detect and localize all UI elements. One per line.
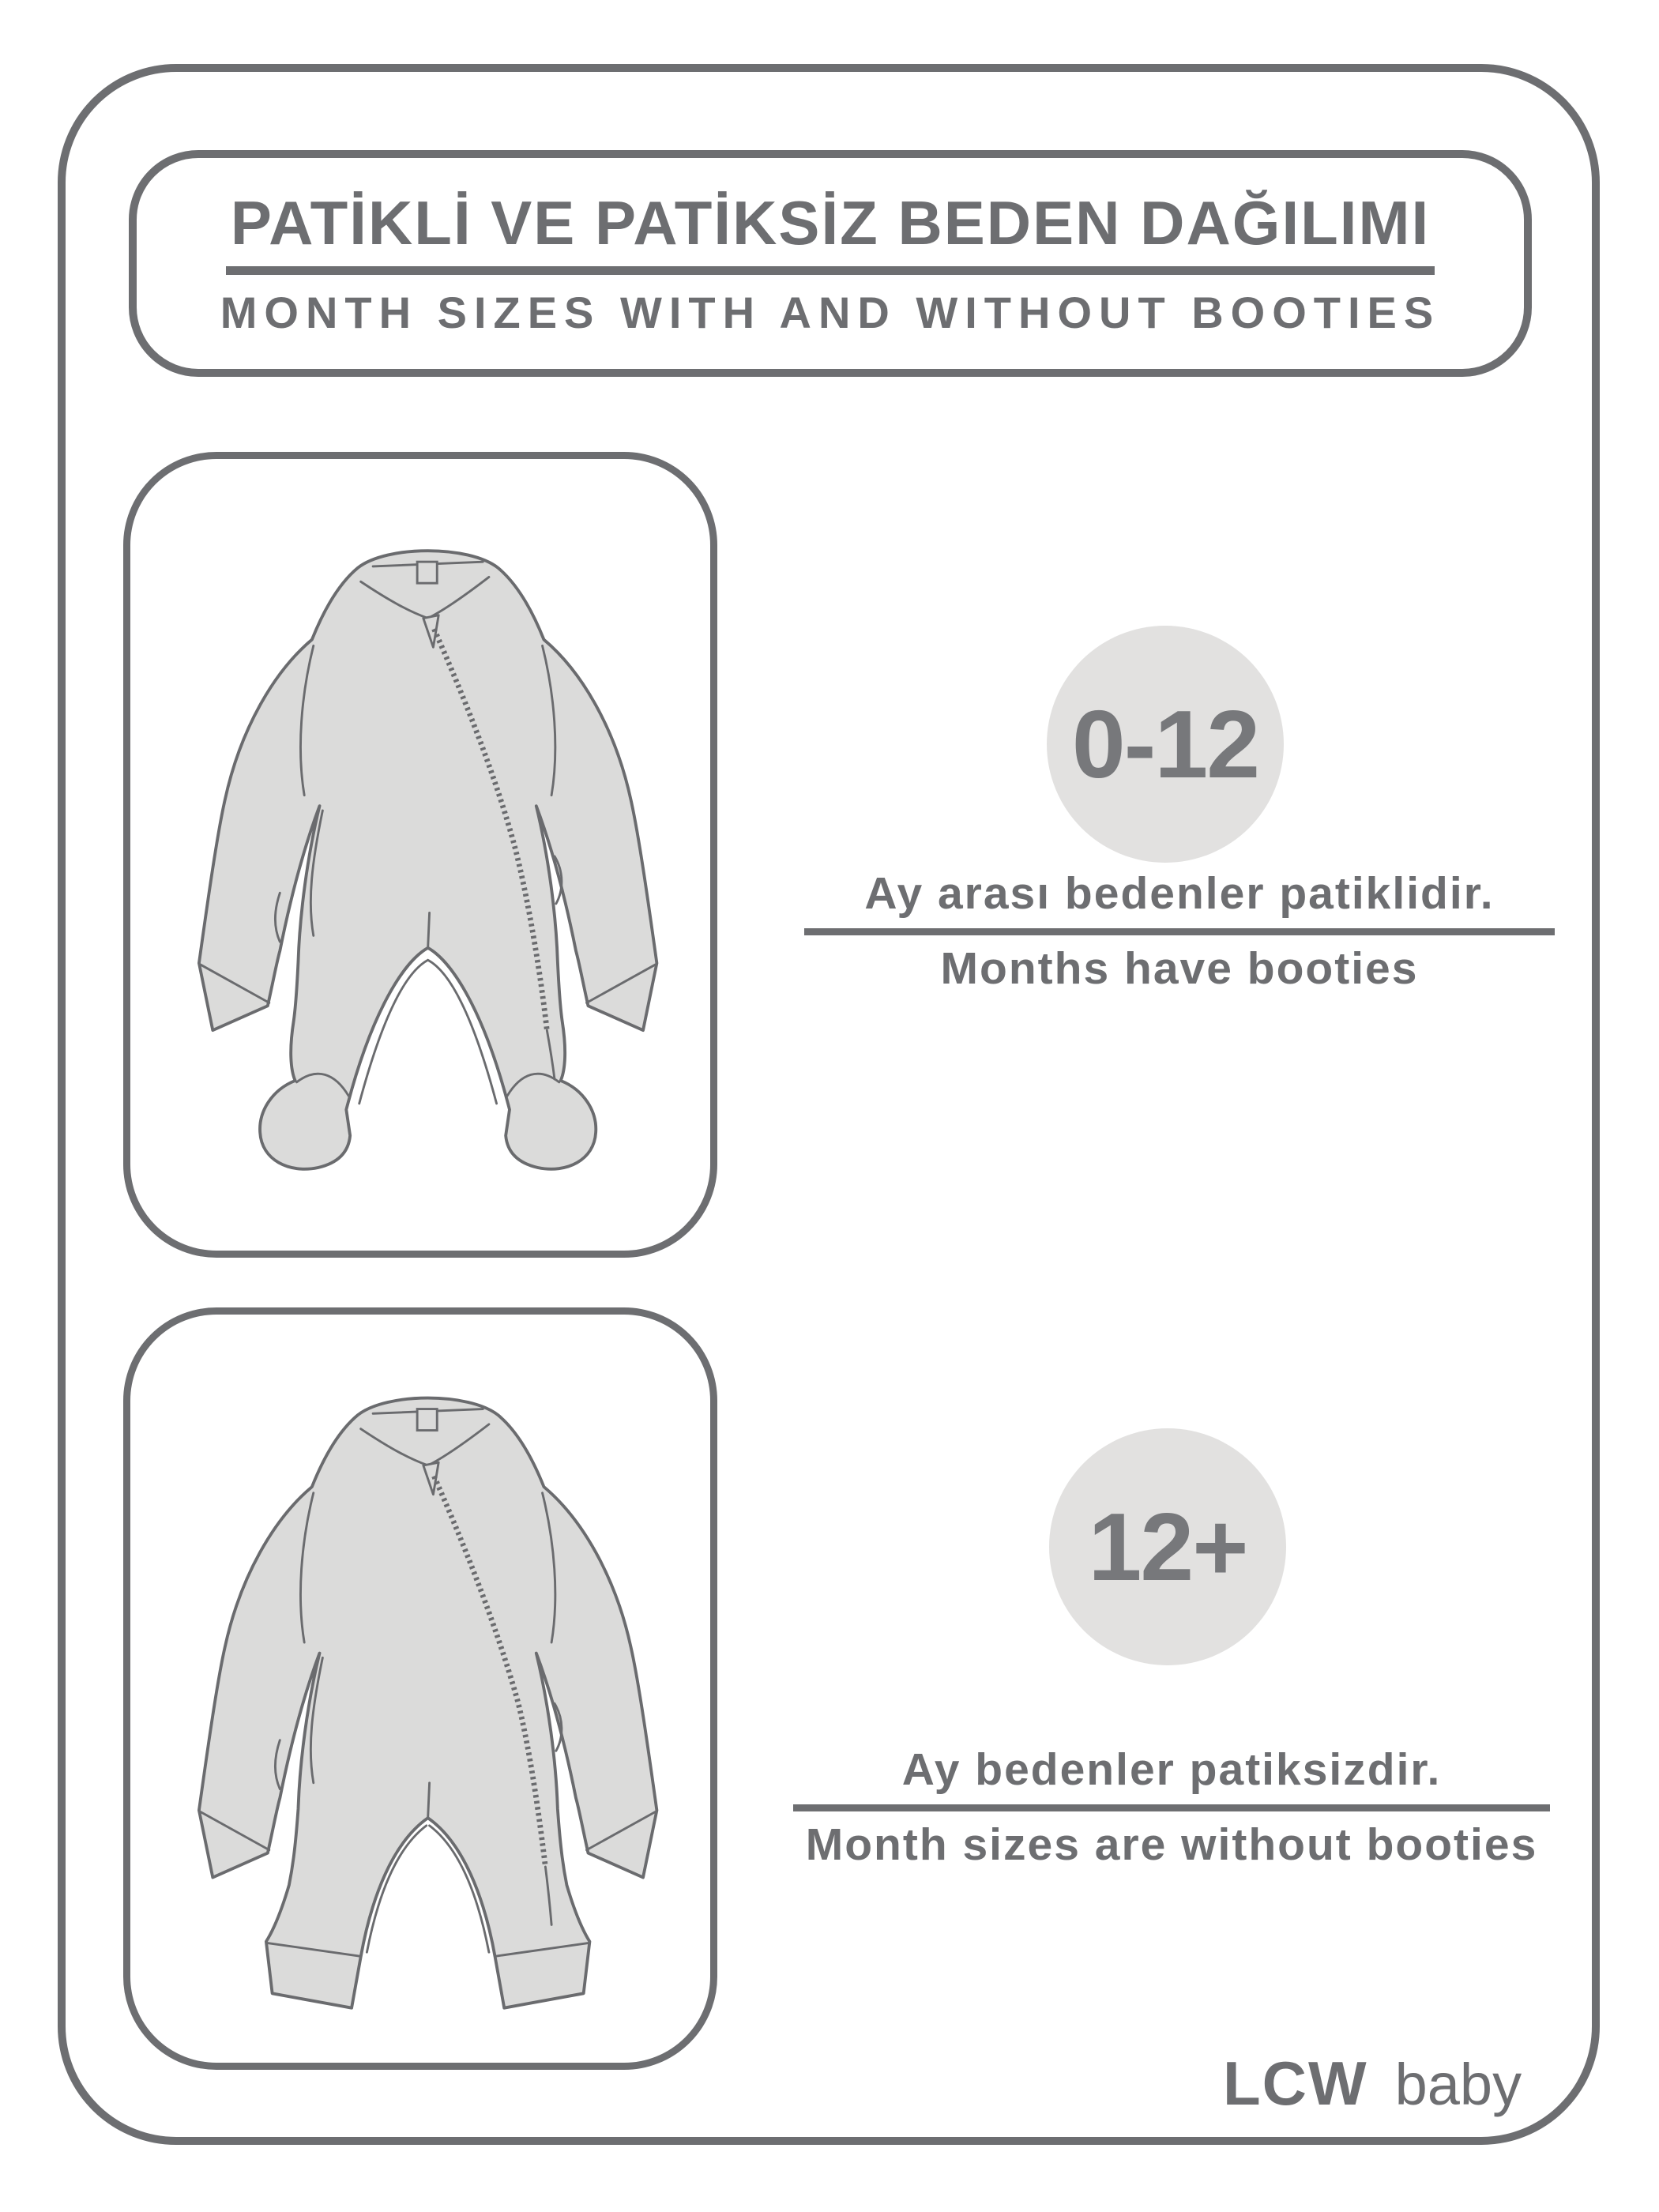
title-box xyxy=(129,150,1532,377)
brand-logo xyxy=(1223,2048,1522,2118)
brand-logo-lcw: LCW xyxy=(1223,2048,1368,2118)
illustration-panel-12plus xyxy=(123,1307,717,2070)
info-block-0-12 xyxy=(804,868,1555,994)
info-12plus-english: Month sizes are without booties xyxy=(805,1819,1538,1870)
page-title-english: MONTH SIZES WITH AND WITHOUT BOOTIES xyxy=(220,288,1441,337)
info-12plus-turkish: Ay bedenler patiksizdir. xyxy=(901,1744,1442,1795)
age-badge-0-12-label: 0-12 xyxy=(1071,690,1259,798)
divider-rule xyxy=(804,928,1555,935)
baby-sleepsuit-without-booties-icon xyxy=(130,1315,710,2063)
baby-sleepsuit-with-booties-icon xyxy=(130,459,710,1251)
age-badge-0-12 xyxy=(1047,626,1284,863)
info-0-12-english: Months have booties xyxy=(940,943,1419,994)
info-0-12-turkish: Ay arası bedenler patiklidir. xyxy=(864,868,1495,919)
divider-rule xyxy=(793,1804,1550,1811)
brand-logo-baby: baby xyxy=(1394,2052,1522,2117)
page-title-turkish: PATİKLİ VE PATİKSİZ BEDEN DAĞILIMI xyxy=(226,192,1435,275)
age-badge-12plus xyxy=(1049,1428,1286,1665)
info-block-12plus xyxy=(793,1744,1550,1870)
illustration-panel-0-12 xyxy=(123,452,717,1258)
age-badge-12plus-label: 12+ xyxy=(1088,1493,1247,1601)
